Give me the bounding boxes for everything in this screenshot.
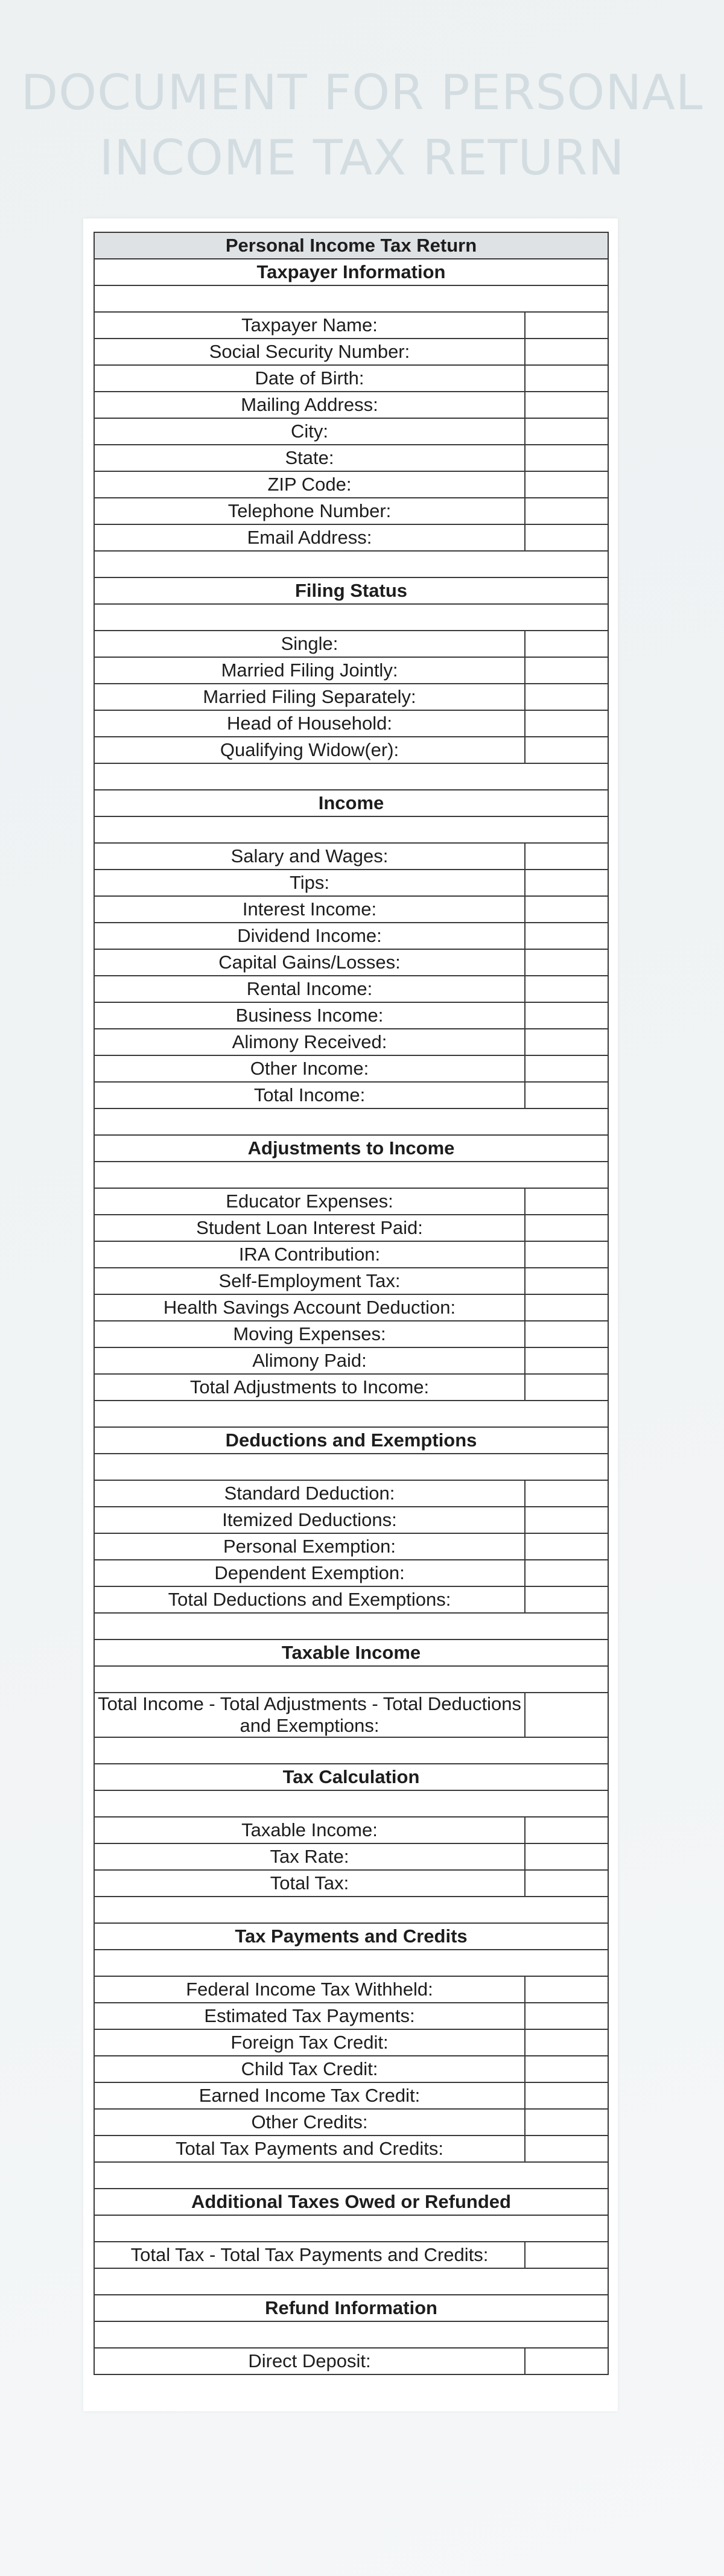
field-row [94,1215,608,1241]
spacer-row [94,285,608,312]
field-value-cell[interactable] [525,1693,608,1737]
field-row [94,657,608,684]
field-row [94,445,608,471]
field-value-cell[interactable] [525,1268,608,1294]
spacer-row [94,2321,608,2348]
field-row [94,1055,608,1082]
field-label: Federal Income Tax Withheld: [94,1976,525,2003]
section-row-taxpayer-information [94,259,608,285]
section-heading-filing-status: Filing Status [94,577,608,604]
field-row [94,1188,608,1215]
field-value-cell[interactable] [525,870,608,896]
field-value-cell[interactable] [525,418,608,445]
spacer-cell [94,1737,608,1764]
spacer-row [94,1666,608,1693]
field-row [94,1533,608,1560]
field-label: IRA Contribution: [94,1241,525,1268]
field-row [94,1347,608,1374]
field-row [94,631,608,657]
field-value-cell[interactable] [525,2003,608,2029]
field-value-cell[interactable] [525,1586,608,1613]
field-value-cell[interactable] [525,949,608,976]
spacer-cell [94,285,608,312]
spacer-cell [94,2321,608,2348]
field-label: Total Adjustments to Income: [94,1374,525,1401]
field-value-cell[interactable] [525,339,608,365]
section-row-tax-calculation [94,1764,608,1790]
field-label: Educator Expenses: [94,1188,525,1215]
field-value-cell[interactable] [525,1055,608,1082]
field-row [94,2242,608,2268]
field-value-cell[interactable] [525,1029,608,1055]
field-value-cell[interactable] [525,657,608,684]
spacer-cell [94,1454,608,1480]
field-label: Other Income: [94,1055,525,1082]
field-label: City: [94,418,525,445]
field-row [94,1976,608,2003]
field-label: Total Tax - Total Tax Payments and Credits: [94,2242,525,2268]
section-heading-income: Income [94,790,608,816]
field-value-cell[interactable] [525,445,608,471]
field-row [94,2109,608,2136]
field-label: Total Tax Payments and Credits: [94,2136,525,2162]
spacer-row [94,551,608,577]
field-value-cell[interactable] [525,2348,608,2374]
field-value-cell[interactable] [525,1241,608,1268]
section-heading-additional-taxes-owed-or-refunded: Additional Taxes Owed or Refunded [94,2189,608,2215]
field-row [94,498,608,524]
field-value-cell[interactable] [525,1294,608,1321]
field-label: Health Savings Account Deduction: [94,1294,525,1321]
spacer-cell [94,2215,608,2242]
spacer-cell [94,1162,608,1188]
field-row [94,339,608,365]
field-label: Direct Deposit: [94,2348,525,2374]
field-row [94,1294,608,1321]
field-label: Business Income: [94,1002,525,1029]
section-heading-tax-payments-and-credits: Tax Payments and Credits [94,1923,608,1950]
section-row-adjustments-to-income [94,1135,608,1162]
field-label: Interest Income: [94,896,525,923]
section-heading-taxpayer-information: Taxpayer Information [94,259,608,285]
section-row-deductions-and-exemptions [94,1427,608,1454]
spacer-row [94,1897,608,1923]
field-value-cell[interactable] [525,2056,608,2082]
field-row [94,1241,608,1268]
form-title: Personal Income Tax Return [94,232,608,259]
field-value-cell[interactable] [525,392,608,418]
field-value-cell[interactable] [525,923,608,949]
field-value-cell[interactable] [525,896,608,923]
field-label: Total Tax: [94,1870,525,1897]
form-sheet [83,218,618,2411]
field-value-cell[interactable] [525,2136,608,2162]
field-row [94,710,608,737]
field-row [94,896,608,923]
spacer-cell [94,2162,608,2189]
spacer-row [94,604,608,631]
field-value-cell[interactable] [525,1374,608,1401]
field-label: Alimony Paid: [94,1347,525,1374]
spacer-row [94,1401,608,1427]
field-value-cell[interactable] [525,471,608,498]
field-value-cell[interactable] [525,1870,608,1897]
field-label: Email Address: [94,524,525,551]
tax-return-table [94,232,609,2375]
page-title [0,60,724,191]
spacer-cell [94,551,608,577]
field-row [94,1480,608,1507]
spacer-row [94,1950,608,1976]
field-row [94,392,608,418]
field-row [94,2136,608,2162]
field-label: Tips: [94,870,525,896]
field-value-cell[interactable] [525,976,608,1002]
field-row [94,870,608,896]
field-label: Foreign Tax Credit: [94,2029,525,2056]
section-row-income [94,790,608,816]
section-heading-deductions-and-exemptions: Deductions and Exemptions [94,1427,608,1454]
field-label: Dependent Exemption: [94,1560,525,1586]
field-value-cell[interactable] [525,1321,608,1347]
field-value-cell[interactable] [525,2082,608,2109]
field-label: Capital Gains/Losses: [94,949,525,976]
field-label: Student Loan Interest Paid: [94,1215,525,1241]
field-value-cell[interactable] [525,1507,608,1533]
field-row [94,2348,608,2374]
field-label: Dividend Income: [94,923,525,949]
spacer-cell [94,1790,608,1817]
field-row [94,923,608,949]
field-label: Married Filing Separately: [94,684,525,710]
field-label: Taxable Income: [94,1817,525,1843]
field-value-cell[interactable] [525,1533,608,1560]
field-label: Self-Employment Tax: [94,1268,525,1294]
spacer-row [94,1108,608,1135]
section-heading-taxable-income: Taxable Income [94,1639,608,1666]
section-row-taxable-income [94,1639,608,1666]
field-label: Estimated Tax Payments: [94,2003,525,2029]
field-row [94,1002,608,1029]
spacer-row [94,816,608,843]
spacer-row [94,763,608,790]
field-label: Total Deductions and Exemptions: [94,1586,525,1613]
field-value-cell[interactable] [525,631,608,657]
section-heading-refund-information: Refund Information [94,2295,608,2321]
spacer-cell [94,1950,608,1976]
field-label: Single: [94,631,525,657]
field-value-cell[interactable] [525,1817,608,1843]
spacer-row [94,2215,608,2242]
field-row [94,1560,608,1586]
field-value-cell[interactable] [525,737,608,763]
field-label: Other Credits: [94,2109,525,2136]
field-label: Tax Rate: [94,1843,525,1870]
spacer-row [94,1162,608,1188]
field-row [94,1817,608,1843]
field-row [94,524,608,551]
field-label: Child Tax Credit: [94,2056,525,2082]
form-title-row [94,232,608,259]
spacer-row [94,1790,608,1817]
field-row [94,418,608,445]
field-label: Mailing Address: [94,392,525,418]
section-heading-tax-calculation: Tax Calculation [94,1764,608,1790]
spacer-row [94,2162,608,2189]
field-label: Date of Birth: [94,365,525,392]
field-value-cell[interactable] [525,684,608,710]
spacer-cell [94,763,608,790]
field-label: Earned Income Tax Credit: [94,2082,525,2109]
field-value-cell[interactable] [525,843,608,870]
field-row [94,312,608,339]
field-value-cell[interactable] [525,2029,608,2056]
field-value-cell[interactable] [525,710,608,737]
field-label: Moving Expenses: [94,1321,525,1347]
field-row [94,1082,608,1108]
field-label: Married Filing Jointly: [94,657,525,684]
field-value-cell[interactable] [525,498,608,524]
spacer-row [94,1613,608,1639]
field-label: Standard Deduction: [94,1480,525,1507]
section-row-additional-taxes-owed-or-refunded [94,2189,608,2215]
spacer-cell [94,604,608,631]
field-label: Qualifying Widow(er): [94,737,525,763]
spacer-cell [94,816,608,843]
field-label: Rental Income: [94,976,525,1002]
field-row [94,949,608,976]
field-value-cell[interactable] [525,365,608,392]
section-row-refund-information [94,2295,608,2321]
field-value-cell[interactable] [525,1843,608,1870]
field-row [94,1268,608,1294]
field-label: State: [94,445,525,471]
section-row-tax-payments-and-credits [94,1923,608,1950]
field-row [94,2056,608,2082]
field-label: Total Income - Total Adjustments - Total Deductions and Exemptions: [94,1693,525,1737]
spacer-cell [94,1401,608,1427]
field-value-cell[interactable] [525,1560,608,1586]
field-row [94,1029,608,1055]
field-row [94,2003,608,2029]
field-row [94,1693,608,1737]
page-title-line-2: INCOME TAX RETURN [99,130,625,186]
spacer-cell [94,1666,608,1693]
field-value-cell[interactable] [525,1347,608,1374]
spacer-row [94,2268,608,2295]
field-row [94,2029,608,2056]
field-label: ZIP Code: [94,471,525,498]
field-label: Telephone Number: [94,498,525,524]
spacer-cell [94,1897,608,1923]
field-value-cell[interactable] [525,1215,608,1241]
spacer-cell [94,1108,608,1135]
field-value-cell[interactable] [525,524,608,551]
field-row [94,1321,608,1347]
field-value-cell[interactable] [525,1082,608,1108]
field-value-cell[interactable] [525,2242,608,2268]
field-row [94,1374,608,1401]
field-label: Itemized Deductions: [94,1507,525,1533]
field-row [94,1586,608,1613]
field-value-cell[interactable] [525,2109,608,2136]
field-row [94,976,608,1002]
spacer-cell [94,2268,608,2295]
field-row [94,1870,608,1897]
field-label: Taxpayer Name: [94,312,525,339]
section-heading-adjustments-to-income: Adjustments to Income [94,1135,608,1162]
field-value-cell[interactable] [525,1188,608,1215]
field-value-cell[interactable] [525,312,608,339]
field-value-cell[interactable] [525,1976,608,2003]
field-row [94,2082,608,2109]
field-label: Head of Household: [94,710,525,737]
spacer-row [94,1737,608,1764]
field-value-cell[interactable] [525,1480,608,1507]
field-label: Total Income: [94,1082,525,1108]
page-title-line-1: DOCUMENT FOR PERSONAL [21,65,703,121]
field-row [94,471,608,498]
field-label: Personal Exemption: [94,1533,525,1560]
field-row [94,843,608,870]
field-row [94,365,608,392]
field-label: Alimony Received: [94,1029,525,1055]
section-row-filing-status [94,577,608,604]
field-row [94,684,608,710]
field-label: Social Security Number: [94,339,525,365]
field-value-cell[interactable] [525,1002,608,1029]
spacer-cell [94,1613,608,1639]
field-row [94,1507,608,1533]
spacer-row [94,1454,608,1480]
field-row [94,1843,608,1870]
field-label: Salary and Wages: [94,843,525,870]
field-row [94,737,608,763]
